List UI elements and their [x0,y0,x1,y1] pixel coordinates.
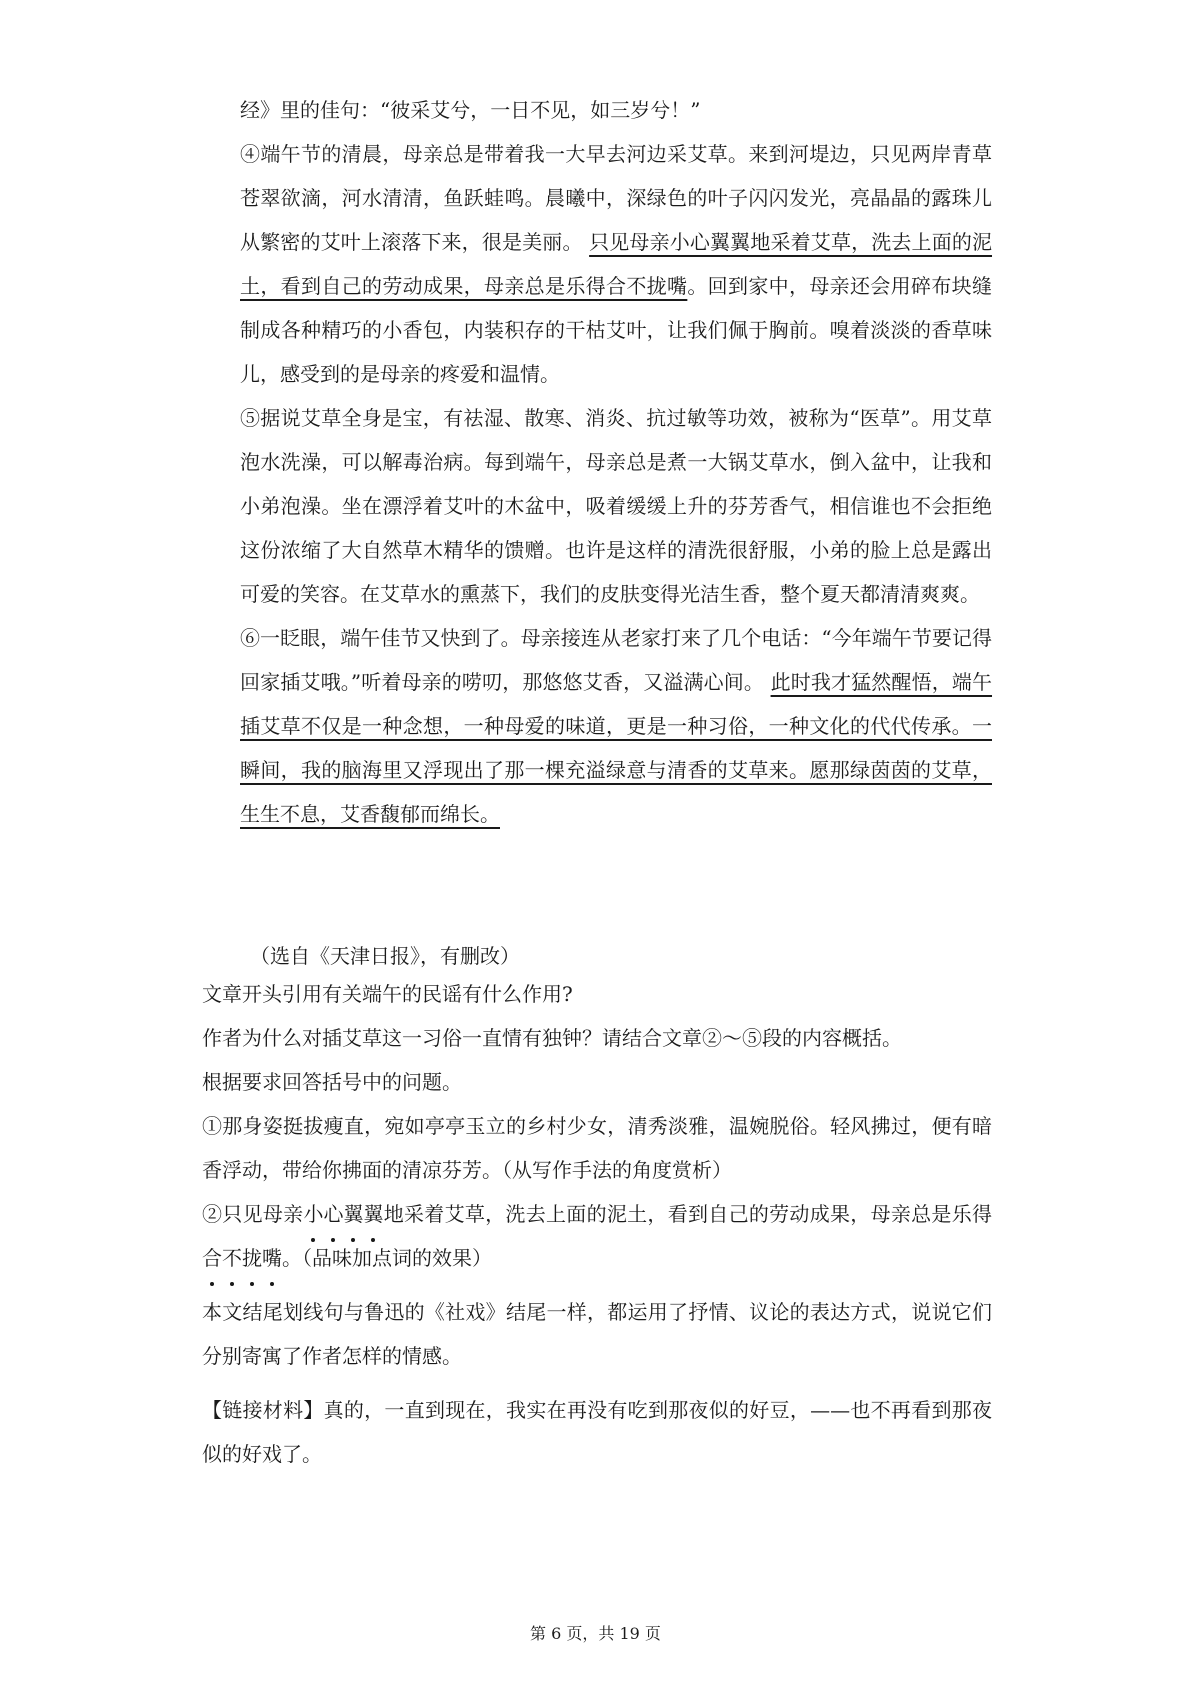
paragraph-4-underlined: 只见母亲小心翼翼地采着艾草，洗去上面的泥土，看到自己的劳动成果，母亲总是乐得合不拢嘴 [240,230,993,298]
link-material-label: 【链接材料】 [202,1398,324,1422]
question-4: 本文结尾划线句与鲁迅的《社戏》结尾一样，都运用了抒情、议论的表达方式，说说它们分别寄寓了作者怎样的情感。 [202,1300,992,1368]
article-body [240,88,992,836]
emphasis-dot-char: 拢 [242,1236,262,1280]
article-source: （选自《天津日报》，有删改） [250,944,520,968]
paragraph-3-tail: 经》里的佳句：“彼采艾兮，一日不见，如三岁兮！” [240,98,701,122]
page-footer: 第 6 页，共 19 页 [530,1624,661,1643]
emphasis-dot-char: 小 [303,1192,323,1236]
emphasis-dot-char: 嘴 [262,1236,282,1280]
emphasis-dot-char: 合 [202,1236,222,1280]
paragraph-4-text-a: ④端午节的清晨，母亲总是带着我一大早去河边采艾草。来到河堤边，只见两岸青草苍翠欲滴，河水清清，鱼跃蛙鸣。晨曦中，深绿色的叶子闪闪发光，亮晶晶的露珠儿从繁密的艾叶上滚落下来，很是美丽。 [240,142,992,254]
paragraph-6 [240,616,992,836]
question-2: 作者为什么对插艾草这一习俗一直情有独钟？请结合文章②～⑤段的内容概括。 [202,1026,902,1050]
paragraph-6-underlined: 此时我才猛然醒悟，端午插艾草不仅是一种念想，一种母爱的味道，更是一种习俗，一种文化的代代传承。一瞬间，我的脑海里又浮现出了那一棵充溢绿意与清香的艾草来。愿那绿茵茵的艾草，生生不息，艾香馥郁而绵长。 [240,670,993,826]
link-material-text: 真的，一直到现在，我实在再没有吃到那夜似的好豆，——也不再看到那夜似的好戏了。 [202,1398,993,1466]
emphasis-dot-char: 翼 [363,1192,383,1236]
paragraph-6-text-a: ⑥一眨眼，端午佳节又快到了。母亲接连从老家打来了几个电话：“今年端午节要记得回家插艾哦。”听着母亲的唠叨，那悠悠艾香，又溢满心间。 [240,626,992,694]
question-3: 根据要求回答括号中的问题。 [202,1070,462,1094]
link-material [202,1388,992,1476]
q3-2-text-b: 地采着艾草，洗去上面的泥土，看到自己的劳动成果，母亲总是乐得 [383,1202,993,1226]
q3-2-text-a: ②只见母亲 [202,1202,304,1226]
q3-2-dotted-1 [303,1202,383,1226]
question-1: 文章开头引用有关端午的民谣有什么作用? [202,982,573,1006]
questions-section [202,972,992,1476]
q3-2-text-c: 。（品味加点词的效果） [282,1246,492,1270]
question-3-item-1: ①那身姿挺拔瘦直，宛如亭亭玉立的乡村少女，清秀淡雅，温婉脱俗。轻风拂过，便有暗香浮动，带给你拂面的清凉芬芳。（从写作手法的角度赏析） [202,1114,992,1182]
paragraph-4 [240,132,992,396]
paragraph-5: ⑤据说艾草全身是宝，有祛湿、散寒、消炎、抗过敏等功效，被称为“医草”。用艾草泡水洗澡，可以解毒治病。每到端午，母亲总是煮一大锅艾草水，倒入盆中，让我和小弟泡澡。坐在漂浮着艾叶的木盆中，吸着缓缓上升的芬芳香气，相信谁也不会拒绝这份浓缩了大自然草木精华的馈赠。也许是这样的清洗很舒服，小弟的脸上总是露出可爱的笑容。在艾草水的熏蒸下，我们的皮肤变得光洁生香，整个夏天都清清爽爽。 [240,406,992,606]
q3-2-dotted-2 [202,1246,282,1270]
paragraph-4-text-b: 。回到家中，母亲还会用碎布块缝制成各种精巧的小香包，内装积存的干枯艾叶，让我们佩于胸前。嗅着淡淡的香草味儿，感受到的是母亲的疼爱和温情。 [240,274,993,386]
emphasis-dot-char: 翼 [343,1192,363,1236]
emphasis-dot-char: 心 [323,1192,343,1236]
emphasis-dot-char: 不 [222,1236,242,1280]
question-3-item-2 [202,1192,992,1280]
